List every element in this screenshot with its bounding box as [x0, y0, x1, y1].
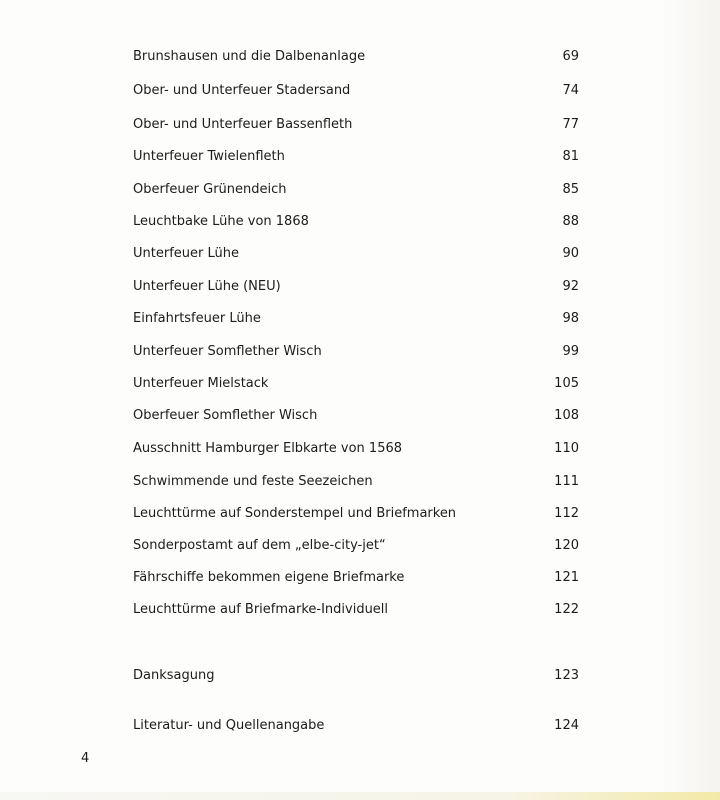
toc-entry-page: 108	[554, 408, 579, 423]
toc-entry-page: 122	[554, 602, 579, 617]
toc-entry	[133, 439, 579, 459]
toc-entry-title: Leuchttürme auf Briefmarke-Individuell	[133, 602, 389, 617]
toc-entry-title: Oberfeuer Somflether Wisch	[133, 408, 318, 423]
toc-entry	[133, 309, 579, 329]
toc-entry-title: Unterfeuer Mielstack	[133, 376, 269, 391]
toc-entry	[133, 180, 579, 200]
page-number: 4	[81, 751, 90, 766]
toc-entry-title: Unterfeuer Lühe	[133, 246, 239, 261]
toc-entry	[133, 147, 579, 167]
toc-entry-page: 98	[562, 311, 579, 326]
toc-entry	[133, 115, 579, 135]
toc-entry	[133, 81, 579, 101]
toc-entry-title: Unterfeuer Twielenfleth	[133, 149, 285, 164]
toc-entry-page: 123	[554, 668, 579, 683]
toc-entry	[133, 212, 579, 232]
toc-entry-title: Ober- und Unterfeuer Bassenfleth	[133, 117, 353, 132]
toc-entry-page: 111	[554, 474, 579, 489]
toc-entry-page: 88	[562, 214, 579, 229]
toc-entry-title: Ober- und Unterfeuer Stadersand	[133, 83, 351, 98]
toc-entry	[133, 244, 579, 264]
toc-entry	[133, 536, 579, 556]
toc-entry-page: 105	[554, 376, 579, 391]
toc-entry-page: 110	[554, 441, 579, 456]
toc-entry	[133, 374, 579, 394]
toc-entry-title: Einfahrtsfeuer Lühe	[133, 311, 261, 326]
toc-entry-title: Unterfeuer Lühe (NEU)	[133, 279, 281, 294]
toc-entry-page: 81	[562, 149, 579, 164]
toc-entry-title: Leuchttürme auf Sonderstempel und Briefmarken	[133, 506, 457, 521]
toc-entry	[133, 342, 579, 362]
toc-entry-title: Ausschnitt Hamburger Elbkarte von 1568	[133, 441, 403, 456]
toc-entry	[133, 666, 579, 686]
toc-entry	[133, 277, 579, 297]
toc-entry-page: 90	[562, 246, 579, 261]
toc-entry-page: 99	[562, 344, 579, 359]
toc-entry	[133, 504, 579, 524]
toc-entry	[133, 47, 579, 67]
toc-entry-title: Fährschiffe bekommen eigene Briefmarke	[133, 570, 405, 585]
toc-entry-title: Schwimmende und feste Seezeichen	[133, 474, 373, 489]
toc-entry-title: Unterfeuer Somflether Wisch	[133, 344, 322, 359]
toc-entry	[133, 716, 579, 736]
toc-entry-title: Oberfeuer Grünendeich	[133, 182, 287, 197]
toc-entry-page: 77	[562, 117, 579, 132]
toc-entry-page: 69	[562, 49, 579, 64]
toc-entry-title: Sonderpostamt auf dem „elbe-city-jet“	[133, 538, 386, 553]
toc-entry	[133, 600, 579, 620]
toc-entry	[133, 568, 579, 588]
toc-entry-page: 74	[562, 83, 579, 98]
toc-entry	[133, 406, 579, 426]
toc-entry-title: Brunshausen und die Dalbenanlage	[133, 49, 366, 64]
toc-entry-page: 120	[554, 538, 579, 553]
toc-entry-page: 85	[562, 182, 579, 197]
toc-entry-title: Leuchtbake Lühe von 1868	[133, 214, 309, 229]
toc-entry-page: 112	[554, 506, 579, 521]
toc-entry-page: 121	[554, 570, 579, 585]
toc-entry-title: Literatur- und Quellenangabe	[133, 718, 325, 733]
toc-entry-page: 92	[562, 279, 579, 294]
toc-entry	[133, 472, 579, 492]
toc-entry-page: 124	[554, 718, 579, 733]
toc-entry-title: Danksagung	[133, 668, 215, 683]
